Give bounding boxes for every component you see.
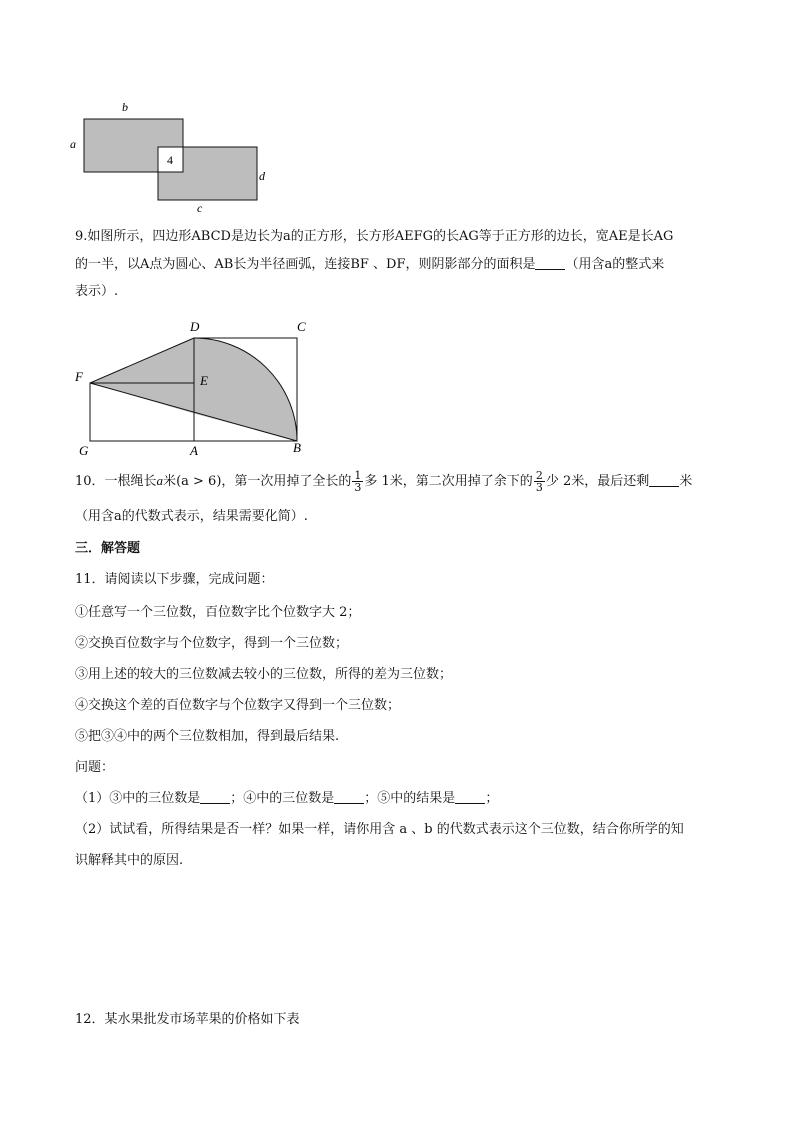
q9-answer-blank[interactable] [535, 255, 565, 270]
label-4: 4 [167, 153, 173, 167]
q10-condition: (a > 6) [176, 474, 222, 489]
point-A: A [190, 443, 198, 458]
point-E: E [200, 373, 208, 388]
q11-step-1: ①任意写一个三位数，百位数字比个位数字大 2； [75, 605, 361, 620]
label-b: b [122, 100, 128, 114]
q11-intro: 11．请阅读以下步骤，完成问题： [75, 572, 274, 587]
q11-blank-3[interactable] [200, 789, 230, 804]
q10-text-5: 少 2米，最后还剩 [545, 474, 650, 489]
label-d: d [259, 169, 265, 183]
q11-blank-5[interactable] [455, 789, 485, 804]
rectangles-figure [64, 95, 284, 220]
point-G: G [79, 443, 89, 458]
q11-part1-text-c: ；⑤中的结果是 [364, 791, 456, 806]
point-F: F [75, 369, 83, 384]
point-C: C [297, 319, 306, 334]
q11-part-1 [75, 789, 498, 809]
frac2-denominator: 3 [535, 481, 543, 494]
q9-line2-tail: （用含a的整式来 [565, 257, 665, 272]
q10-text-1: 10．一根绳长 [75, 474, 157, 489]
q10-text-3: ，第一次用掉了全长的 [221, 474, 352, 489]
q11-step-2: ②交换百位数字与个位数字，得到一个三位数； [75, 636, 349, 651]
q10-line1 [75, 468, 692, 495]
q10-answer-blank[interactable] [649, 472, 679, 487]
q11-step-3: ③用上述的较大的三位数减去较小的三位数，所得的差为三位数； [75, 667, 453, 682]
q11-part1-text-b: ；④中的三位数是 [230, 791, 335, 806]
q10-text-2: 米 [163, 474, 177, 489]
label-c: c [197, 201, 203, 215]
fraction-one-third [352, 470, 363, 493]
q11-blank-4[interactable] [334, 789, 364, 804]
q11-part-2-line2: 识解释其中的原因. [75, 853, 184, 868]
q10-var-a: a [156, 473, 164, 488]
q11-step-5: ⑤把③④中的两个三位数相加，得到最后结果. [75, 729, 340, 744]
q12-text: 12．某水果批发市场苹果的价格如下表 [75, 1012, 300, 1027]
q10-text-4: 多 1米，第二次用掉了余下的 [364, 474, 533, 489]
square-arc-figure [70, 315, 320, 460]
section-heading: 三．解答题 [75, 541, 141, 556]
point-D: D [190, 319, 200, 334]
q9-line2-text: 的一半，以A点为圆心、AB长为半径画弧，连接BF 、DF，则阴影部分的面积是 [75, 257, 536, 272]
frac1-numerator: 1 [354, 469, 362, 482]
q9-line3: 表示）. [75, 284, 119, 299]
q9-line1: 9.如图所示，四边形ABCD是边长为a的正方形，长方形AEFG的长AG等于正方形的边长，宽AE是长AG [75, 229, 674, 244]
q11-step-4: ④交换这个差的百位数字与个位数字又得到一个三位数； [75, 698, 401, 713]
q9-line2 [75, 255, 664, 275]
frac2-numerator: 2 [535, 469, 543, 482]
q11-question-label: 问题： [75, 760, 115, 775]
label-a: a [70, 137, 76, 151]
frac1-denominator: 3 [354, 481, 362, 494]
fraction-two-thirds [534, 470, 545, 493]
point-B: B [293, 440, 301, 455]
q11-part1-text-d: ； [485, 791, 499, 806]
q11-part1-text-a: （1）③中的三位数是 [75, 791, 201, 806]
q10-text-6: 米 [679, 474, 693, 489]
q10-line2: （用含a的代数式表示，结果需要化简）. [75, 509, 308, 524]
q11-part-2-line1: （2）试试看，所得结果是否一样？如果一样，请你用含 a 、b 的代数式表示这个三位数，结合你所学的知 [75, 822, 684, 837]
